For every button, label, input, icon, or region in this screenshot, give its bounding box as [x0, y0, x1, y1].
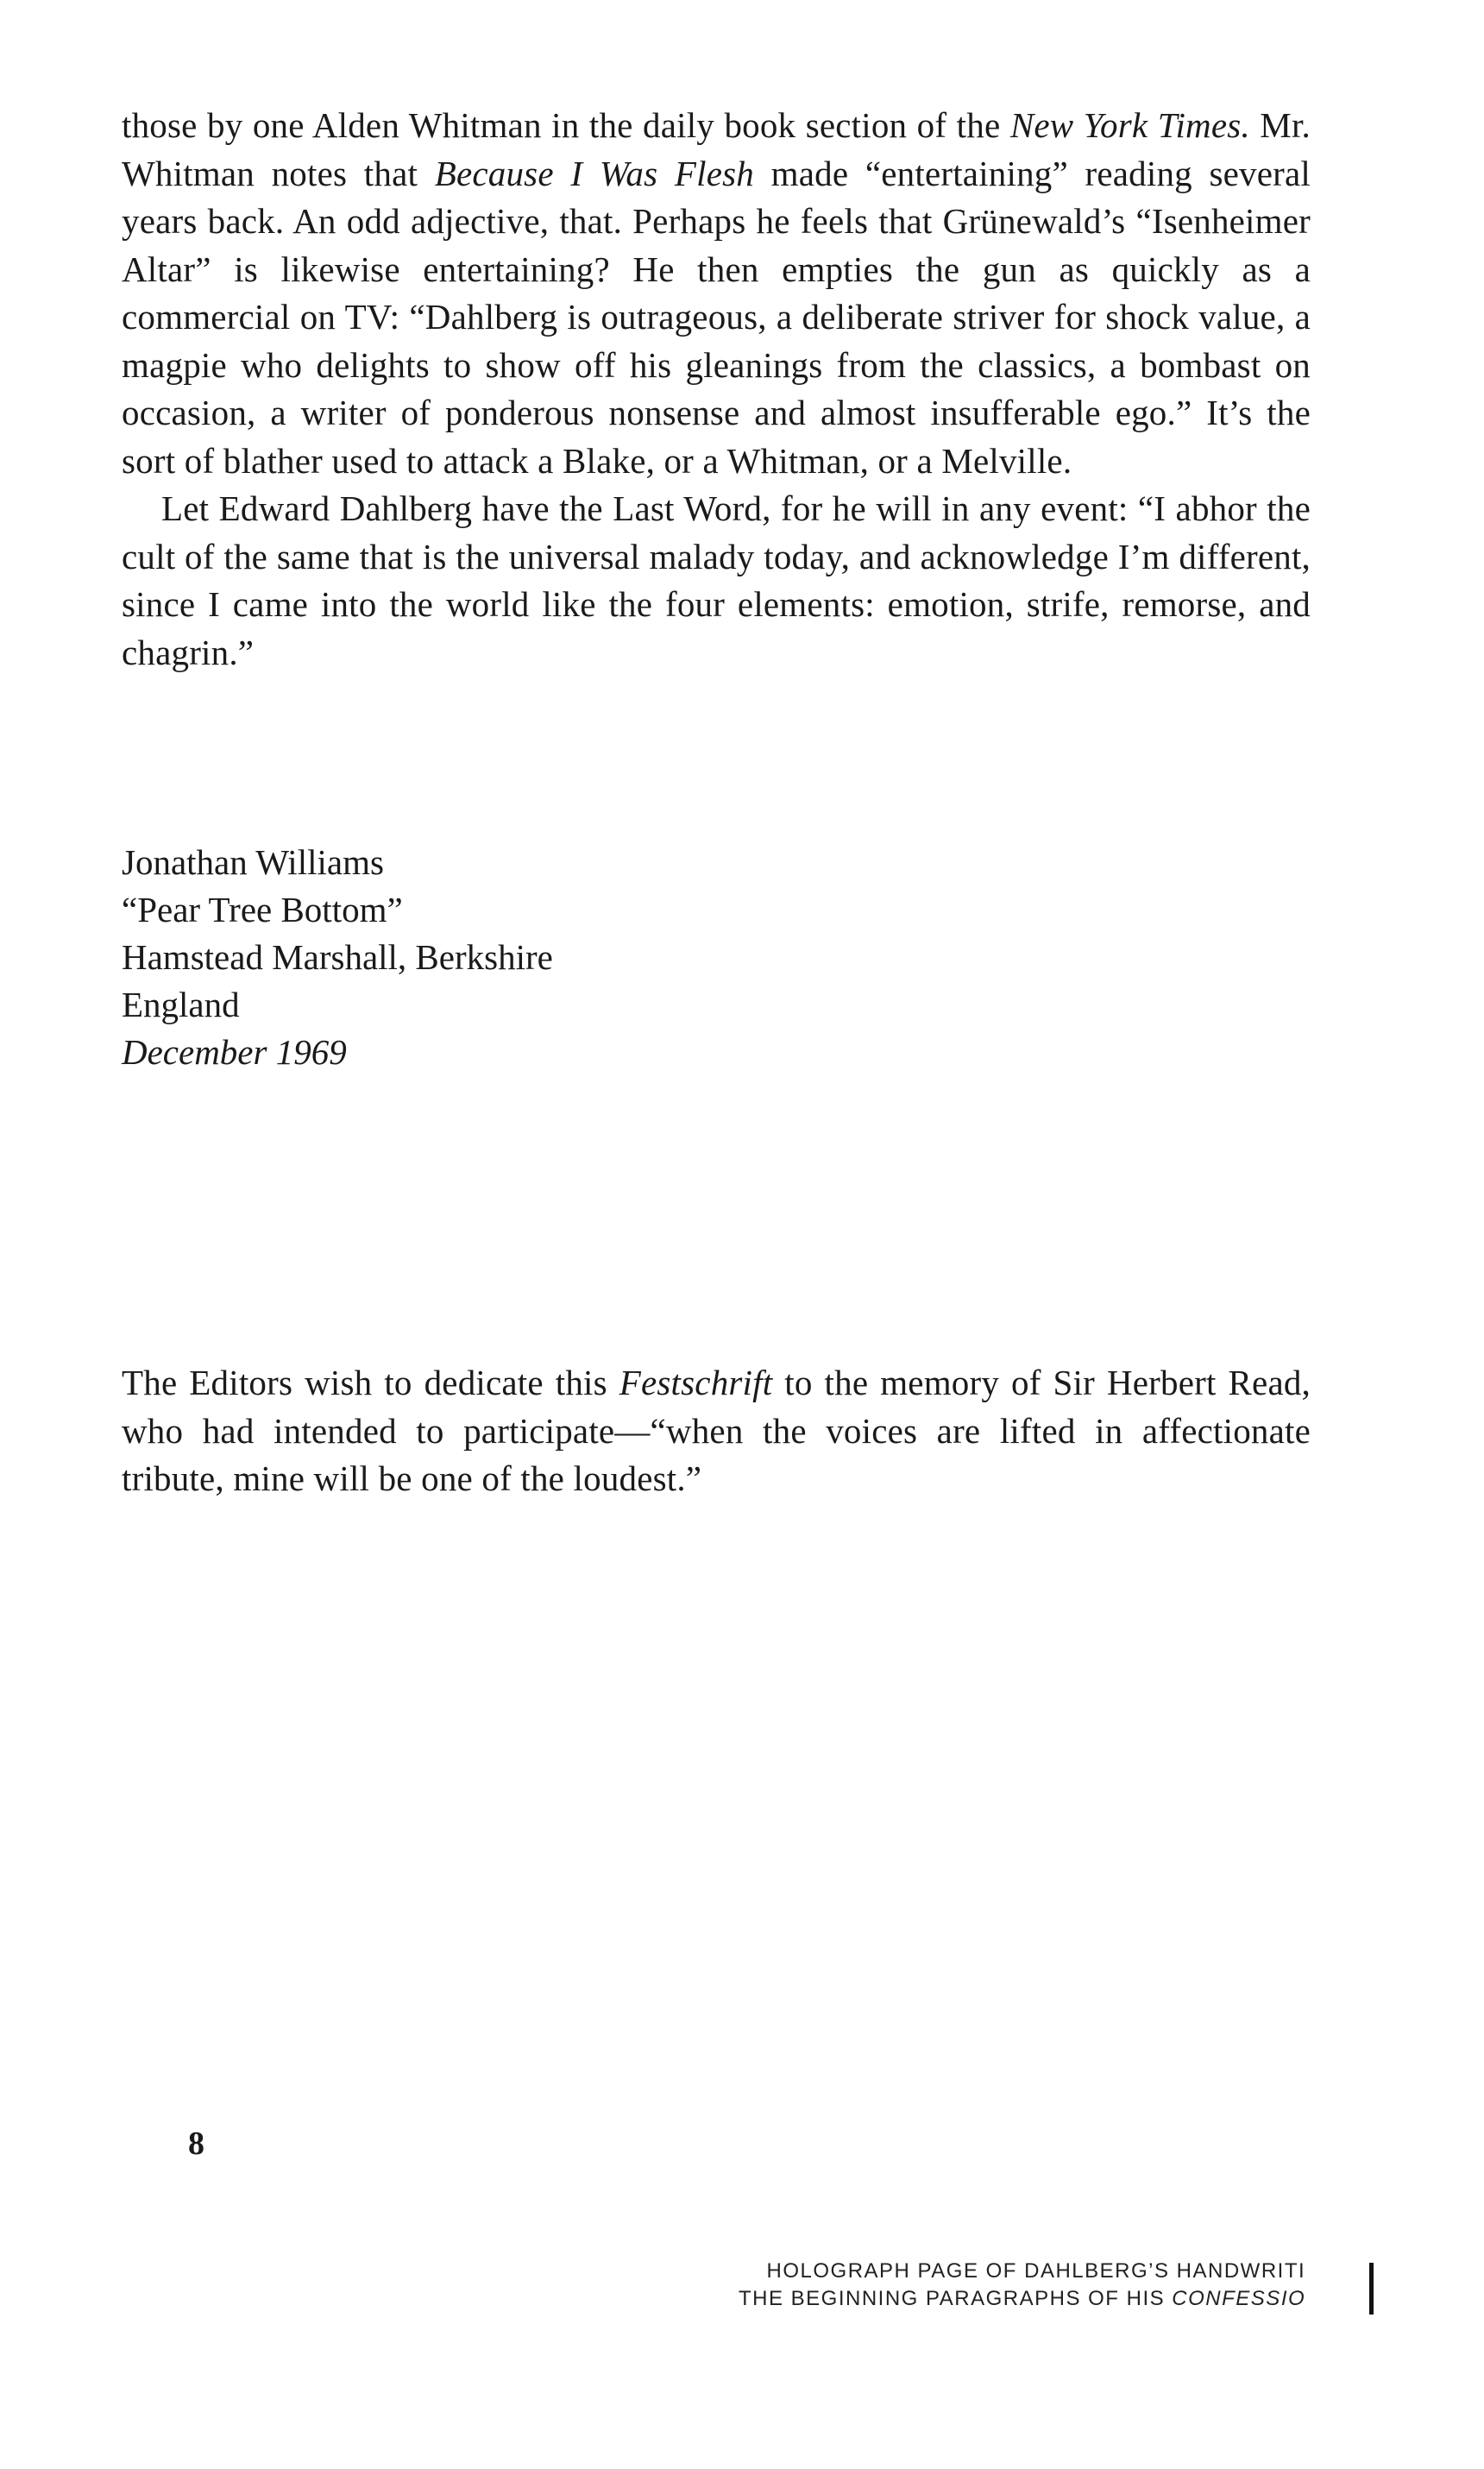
- caption-edge-bar: [1369, 2263, 1374, 2315]
- signature-town: Hamstead Marshall, Berkshire: [122, 937, 553, 977]
- paragraph-whitman-review: those by one Alden Whitman in the daily book section of the New York Times. Mr. Whitman notes that Because I Was Flesh made “entertaining” reading several years back. An odd adjective, that. Perhaps he feels that Grünewald’s “Isenheimer Altar” is likewise entertaining? He then empties the gun as quickly as a commercial on TV: “Dahlberg is outrageous, a deliberate striver for shock value, a magpie who delights to show off his gleanings from the classics, a bombast on occasion, a writer of ponderous nonsense and almost insufferable ego.” It’s the sort of blather used to attack a Blake, or a Whitman, or a Melville.: [122, 105, 1311, 481]
- dedication-block: [122, 1359, 1311, 1503]
- festschrift-word: Festschrift: [619, 1363, 773, 1402]
- photo-caption: [739, 2258, 1305, 2313]
- body-text: [122, 102, 1311, 677]
- signature-name: Jonathan Williams: [122, 842, 384, 882]
- newspaper-title: New York Times.: [1009, 105, 1250, 145]
- signature-house: “Pear Tree Bottom”: [122, 890, 403, 929]
- signature-date: December 1969: [122, 1032, 347, 1072]
- page-number: 8: [188, 2126, 204, 2162]
- paragraph-last-word: Let Edward Dahlberg have the Last Word, for he will in any event: “I abhor the cult of the same that is the universal malady today, and acknowledge I’m different, since I came into the world like the four elements: emotion, strife, remorse, and chagrin.”: [122, 488, 1311, 672]
- book-title: Because I Was Flesh: [434, 153, 755, 193]
- caption-line-2: THE BEGINNING PARAGRAPHS OF HIS CONFESSIO: [739, 2287, 1306, 2310]
- signature-country: England: [122, 985, 240, 1024]
- signature-block: [122, 839, 553, 1076]
- dedication-paragraph: The Editors wish to dedicate this Festschrift to the memory of Sir Herbert Read, who had intended to participate—“when the voices are lifted in affectionate tribute, mine will be one of the loudest.”: [122, 1363, 1311, 1498]
- caption-line-1: HOLOGRAPH PAGE OF DAHLBERG’S HANDWRITI: [766, 2259, 1306, 2283]
